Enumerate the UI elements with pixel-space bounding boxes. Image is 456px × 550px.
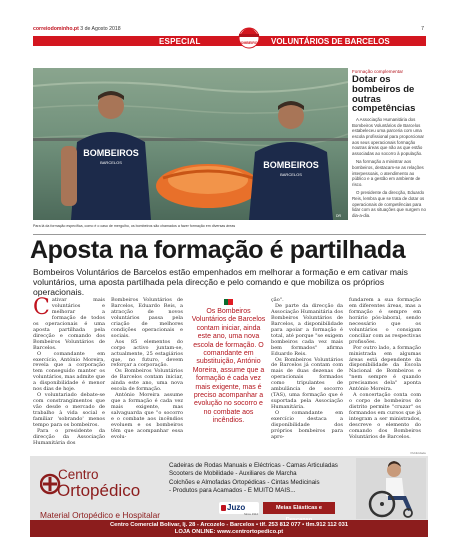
- page-number: 7: [421, 26, 424, 32]
- paragraph: ção".: [271, 297, 284, 303]
- sidebar-paragraph: Na formação a ministrar aos bombeiros, destacam-se as relações interpessoais, o atendimento ao público e a gestão em ambiente de risco.: [352, 159, 424, 187]
- article-column-2: [111, 298, 183, 441]
- section-left-label: ESPECIAL: [159, 37, 201, 46]
- wheelchair-user-icon: [356, 458, 426, 519]
- photo-caption: Para lá da formação específica, como é o caso de mergulho, os bombeiros são chamados a fazer formação em diversas áreas: [33, 224, 236, 228]
- paragraph: O voluntariado debate-se com constrangimentos que vão desde o mercado de trabalho à vida social e familiar 'sobrando' menos tempo para os bombeiros.: [33, 392, 105, 429]
- ad-label: Publicidade: [410, 451, 426, 455]
- shirt-label-2: BOMBEIROS: [263, 160, 319, 170]
- photo-credit: DR: [335, 214, 341, 218]
- portugal-flag-icon: [224, 299, 233, 305]
- paragraph: Os Bombeiros Voluntários de Barcelos contam iniciar, ainda este ano, uma nova escola de formação.: [111, 368, 183, 393]
- ad-meias-banner: Meias Elásticas e: [263, 502, 335, 514]
- paragraph: fundarem a sua formação em diferentes áreas, mas a formação é sempre em horário pós-laboral, sendo necessário que os voluntários o consigam conciliar com as respectivas profissões.: [349, 297, 421, 345]
- shirt-sublabel-1: BARCELOS: [100, 160, 122, 165]
- paragraph: Bombeiros Voluntários de Barcelos, Eduardo Reis, a atracção de novos voluntários passa pela criação de melhores condições operacionais e sociais.: [111, 297, 183, 339]
- firefighters-photo-illustration: [33, 68, 348, 220]
- masthead: [33, 22, 426, 46]
- ad-address: Centro Comercial Bolivar, lj. 28 - Arcozelo - Barcelos • tlf. 253 812 077 • tlm.912 112 031: [109, 522, 349, 528]
- article-lead: Bombeiros Voluntários de Barcelos estão empenhados em melhorar a formação e em cativar mais voluntários, uma aposta partilhada pela direcção e pelo comando e que mobiliza os próprios operacionais.: [33, 267, 408, 297]
- paragraph: A concertação conta com o corpo de bombeiros do distrito permite "cruzar" os formandos em cursos que já integram a ser ministrados, descreve o elemento do comando dos Bombeiros Voluntários de Barcelos.: [349, 392, 421, 440]
- section-banner: [33, 36, 426, 46]
- paragraph: O comandante em exercício destaca a disponibilidade dos próprios bombeiros para apro-: [271, 410, 343, 440]
- article-column-5: [349, 298, 421, 441]
- paragraph: Aos 85 elementos do corpo activo juntam-se, actualmente, 25 estagiários que, no futuro, devem reforçar a corporação.: [111, 338, 183, 369]
- firefighter-badge-icon: [232, 23, 266, 49]
- ad-product-item: Cadeiras de Rodas Manuais e Eléctricas - Camas Articuladas: [169, 462, 338, 469]
- paragraph: António Moreira assume que a formação é cada vez mais exigente, mas salvaguarda que "o socorro e o combate aos incêndios evoluem e os bombeiros têm que acompanhar essa evolu-: [111, 392, 183, 440]
- ad-product-item: Scooters de Mobilidade - Auxiliares de Marcha: [169, 470, 297, 478]
- paragraph: Os Bombeiros Voluntários de Barcelos já contam com mais de duas dezenas de operacionais formados como tripulantes de ambulância de socorro (TAS), uma formação que é suportada pela Associação Humanitária.: [271, 356, 343, 411]
- juzo-logo: Juzo: [219, 502, 259, 514]
- paragraph: Para o presidente da direcção da Associação Humanitária dos: [33, 427, 105, 446]
- shirt-sublabel-2: BARCELOS: [280, 172, 302, 177]
- section-right-label: VOLUNTÁRIOS DE BARCELOS: [271, 37, 390, 46]
- ad-online-store-link[interactable]: LOJA ONLINE: www.centrortopedico.pt: [174, 529, 284, 535]
- article-photo: [33, 68, 348, 220]
- sidebar-title: Dotar os bombeiros de outras competências: [352, 74, 416, 115]
- badge-text: BOMBEIROS: [238, 41, 260, 45]
- issue-date: 3 de Agosto 2018: [80, 26, 121, 32]
- juzo-since: Since 1912: [244, 512, 258, 516]
- divider: [33, 234, 426, 235]
- sidebar-paragraph: A Associação Humanitária dos Bombeiros Voluntários de Barcelos estabeleceu uma parceria com uma escola profissional para proporcionar aos seus operacionais formação noutras áreas que não as que estão associadas ao socorro à população.: [352, 117, 424, 156]
- article-column-1: [33, 295, 105, 447]
- publication-name: correiodominho.pt: [33, 26, 79, 32]
- ad-brand-line-2: Ortopédico: [57, 481, 141, 500]
- publication-date: [33, 26, 121, 32]
- drop-cap: C: [33, 295, 50, 320]
- sidebar-paragraph: O presidente da direcção, Eduardo Reis, lembra que se trata de dotar os operacionais de competências para lidar com as situações que surgem no dia-a-dia.: [352, 190, 426, 218]
- paragraph: O comandante em exercício, António Moreira, revela que a corporação tem conseguido manter os voluntários, mas admite que a disponibilidade é menor nos dias de hoje.: [33, 350, 105, 393]
- sidebar-kicker: Formação complementar: [352, 69, 404, 74]
- ad-product-item: Colchões e Almofadas Ortopédicas - Cintas Medicinais: [169, 478, 320, 486]
- ad-brand-line-1: Centro: [58, 467, 99, 482]
- paragraph: ativar mais voluntários e melhorar a formação de todos os operacionais é uma aposta partilhada pela direcção e comando dos Bombeiros Voluntários de Barcelos.: [33, 297, 105, 351]
- article-headline: Aposta na formação é partilhada: [30, 236, 406, 264]
- shirt-label-1: BOMBEIROS: [83, 148, 139, 158]
- article-column-4: [271, 298, 343, 441]
- ad-product-item: - Produtos para Acamados - E MUITO MAIS...: [169, 487, 296, 495]
- ad-subtitle: Material Ortopédico e Hospitalar: [40, 510, 161, 520]
- pull-quote-text: Os Bombeiros Voluntários de Barcelos contam iniciar, ainda este ano, uma nova escola de formação. O comandante em substituição, António Moreira, assume que a formação é cada vez mais exigente, mas é preciso acompanhar a evolução no socorro e no combate aos incêndios.: [191, 308, 266, 425]
- paragraph: Por outro lado, a formação ministrada em algumas áreas está dependente da disponibilidade da Escola Nacional de Bombeiros e "nem sempre é quando precisamos dela" aponta António Moreira.: [349, 344, 421, 393]
- sidebar-box: [352, 69, 426, 218]
- ad-product-list: [169, 462, 338, 496]
- paragraph: De parte da direcção da Associação Humanitária dos Bombeiros Voluntários de Barcelos, a disponibilidade para apoiar a formação é total, até porque "se exigem bombeiros cada vez mais bem formados" afirma Eduardo Reis.: [271, 302, 343, 357]
- ad-footer: [30, 520, 428, 537]
- advertisement: [30, 456, 428, 537]
- pull-quote: [190, 299, 267, 426]
